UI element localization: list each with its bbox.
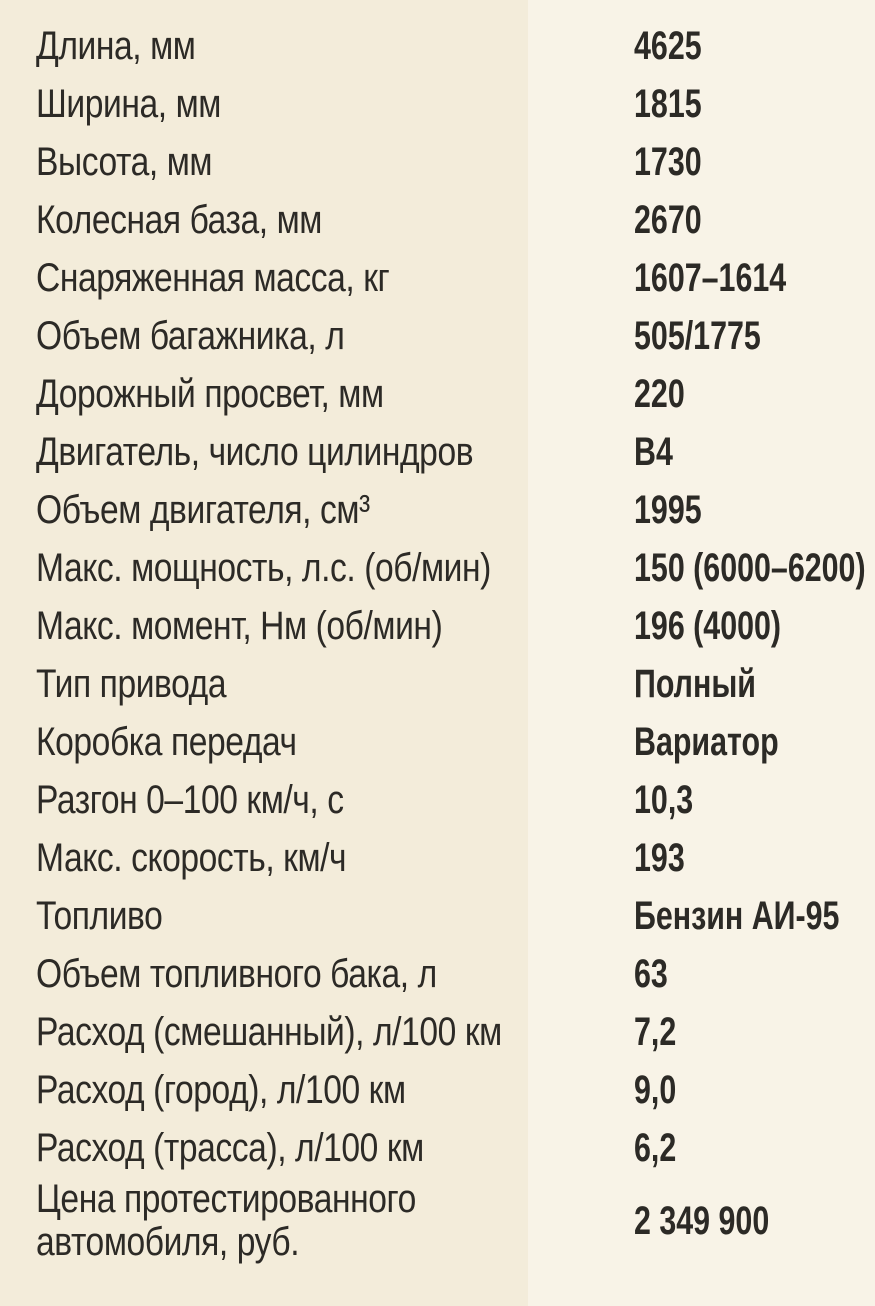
spec-label: Двигатель, число цилиндров — [36, 430, 474, 475]
spec-row — [0, 1004, 875, 1062]
spec-label-cell — [0, 888, 596, 946]
spec-label: Расход (трасса), л/100 км — [36, 1126, 424, 1171]
spec-value: Полный — [634, 662, 756, 707]
spec-label: Высота, мм — [36, 140, 213, 185]
spec-label: Топливо — [36, 894, 163, 939]
spec-value-cell — [596, 888, 875, 946]
spec-value: 1607–1614 — [634, 256, 787, 301]
spec-label-cell — [0, 1062, 596, 1120]
spec-value: 7,2 — [634, 1010, 677, 1055]
spec-value: 220 — [634, 372, 685, 417]
spec-label-cell — [0, 192, 596, 250]
spec-value: Вариатор — [634, 720, 779, 765]
spec-value: 2 349 900 — [634, 1198, 770, 1243]
spec-row — [0, 76, 875, 134]
spec-label: Макс. скорость, км/ч — [36, 836, 347, 881]
spec-label: Расход (смешанный), л/100 км — [36, 1010, 502, 1055]
spec-label: Объем двигателя, см³ — [36, 488, 370, 533]
spec-value-cell — [596, 1004, 875, 1062]
spec-value: 1995 — [634, 488, 702, 533]
spec-row — [0, 1178, 875, 1264]
spec-value-cell — [596, 946, 875, 1004]
spec-label: Объем багажника, л — [36, 314, 345, 359]
spec-label-cell — [0, 18, 596, 76]
spec-row — [0, 946, 875, 1004]
spec-row — [0, 598, 875, 656]
spec-row — [0, 1062, 875, 1120]
spec-value-cell — [596, 714, 875, 772]
spec-label-cell — [0, 946, 596, 1004]
spec-value: 63 — [634, 952, 668, 997]
spec-row — [0, 540, 875, 598]
spec-value-cell — [596, 1178, 875, 1264]
spec-label-cell — [0, 772, 596, 830]
spec-value-cell — [596, 134, 875, 192]
spec-value-cell — [596, 308, 875, 366]
spec-label-cell — [0, 308, 596, 366]
spec-value: 1815 — [634, 82, 702, 127]
spec-label: Расход (город), л/100 км — [36, 1068, 406, 1113]
spec-value: 1730 — [634, 140, 702, 185]
spec-value-cell — [596, 76, 875, 134]
spec-value-cell — [596, 772, 875, 830]
spec-row — [0, 482, 875, 540]
spec-value-cell — [596, 830, 875, 888]
spec-value: 150 (6000–6200) — [634, 546, 866, 591]
spec-value: 193 — [634, 836, 685, 881]
spec-row — [0, 250, 875, 308]
spec-label: Макс. момент, Нм (об/мин) — [36, 604, 443, 649]
spec-label: Объем топливного бака, л — [36, 952, 437, 997]
spec-row — [0, 18, 875, 76]
spec-label-cell — [0, 540, 596, 598]
spec-value: 2670 — [634, 198, 702, 243]
spec-label-cell — [0, 366, 596, 424]
spec-label: Длина, мм — [36, 24, 196, 69]
spec-label-cell — [0, 1120, 596, 1178]
spec-row — [0, 656, 875, 714]
spec-value-cell — [596, 424, 875, 482]
spec-label-cell — [0, 250, 596, 308]
spec-value-cell — [596, 482, 875, 540]
spec-label-cell — [0, 482, 596, 540]
spec-value-cell — [596, 366, 875, 424]
spec-value: 505/1775 — [634, 314, 761, 359]
spec-label: Тип привода — [36, 662, 227, 707]
spec-value: Бензин АИ-95 — [634, 894, 840, 939]
spec-row — [0, 1120, 875, 1178]
spec-label: Разгон 0–100 км/ч, с — [36, 778, 344, 823]
spec-label: Ширина, мм — [36, 82, 221, 127]
spec-value-cell — [596, 1062, 875, 1120]
spec-value-cell — [596, 18, 875, 76]
spec-label: Дорожный просвет, мм — [36, 372, 384, 417]
spec-label-cell — [0, 1004, 596, 1062]
spec-row — [0, 888, 875, 946]
spec-row — [0, 308, 875, 366]
spec-value-cell — [596, 540, 875, 598]
spec-value-cell — [596, 192, 875, 250]
spec-row — [0, 830, 875, 888]
spec-value-cell — [596, 1120, 875, 1178]
spec-value: 9,0 — [634, 1068, 677, 1113]
spec-row — [0, 366, 875, 424]
spec-value: 6,2 — [634, 1126, 677, 1171]
spec-label-cell — [0, 714, 596, 772]
spec-row — [0, 424, 875, 482]
spec-label: Колесная база, мм — [36, 198, 322, 243]
spec-label: Коробка передач — [36, 720, 297, 765]
spec-value-cell — [596, 598, 875, 656]
spec-value: 10,3 — [634, 778, 694, 823]
spec-label: Снаряженная масса, кг — [36, 256, 390, 301]
spec-label-cell — [0, 76, 596, 134]
spec-label-cell — [0, 598, 596, 656]
spec-value: 196 (4000) — [634, 604, 782, 649]
spec-row — [0, 772, 875, 830]
spec-row — [0, 192, 875, 250]
spec-row — [0, 714, 875, 772]
spec-value: В4 — [634, 430, 673, 475]
spec-row — [0, 134, 875, 192]
spec-label-cell — [0, 134, 596, 192]
spec-label-cell — [0, 424, 596, 482]
spec-label-cell — [0, 1178, 596, 1264]
spec-value-cell — [596, 656, 875, 714]
spec-value-cell — [596, 250, 875, 308]
spec-label-cell — [0, 830, 596, 888]
spec-label-cell — [0, 656, 596, 714]
spec-value: 4625 — [634, 24, 702, 69]
spec-label: Макс. мощность, л.с. (об/мин) — [36, 546, 491, 591]
spec-label: Цена протестированного автомобиля, руб. — [36, 1177, 416, 1265]
